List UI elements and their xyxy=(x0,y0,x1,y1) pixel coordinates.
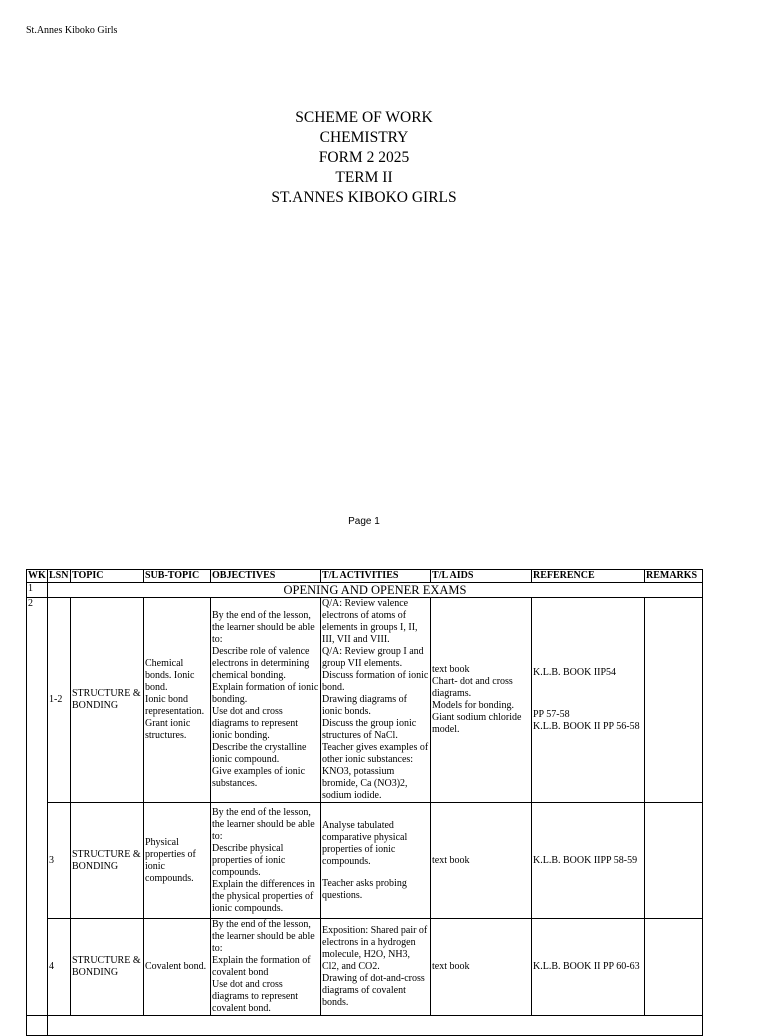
remarks-cell xyxy=(645,803,703,919)
cell-line: Give examples of ionic substances. xyxy=(212,766,306,789)
cell-line: Use dot and cross diagrams to represent covalent bond. xyxy=(212,979,299,1014)
col-header-lsn: LSN xyxy=(48,570,71,583)
col-header-subtopic: SUB-TOPIC xyxy=(144,570,211,583)
title-line: FORM 2 2025 xyxy=(318,149,410,166)
title-line: TERM II xyxy=(335,169,393,186)
activities-cell xyxy=(321,598,431,803)
cell-line: Explain the formation of covalent bond xyxy=(212,955,311,978)
col-header-activities: T/L ACTIVITIES xyxy=(321,570,431,583)
subtopic-cell xyxy=(144,919,211,1016)
empty-cell xyxy=(27,1016,48,1036)
cell-line: K.L.B. BOOK II PP 60-63 xyxy=(533,961,640,972)
subtopic-cell xyxy=(144,803,211,919)
cell-line: Grant ionic structures. xyxy=(145,718,191,741)
col-header-reference: REFERENCE xyxy=(532,570,645,583)
cell-line: By the end of the lesson, the learner should be able to: xyxy=(212,806,315,842)
title-line: ST.ANNES KIBOKO GIRLS xyxy=(271,189,457,206)
cell-line: By the end of the lesson, the learner should be able to: xyxy=(212,919,315,954)
cell-line: Discuss the group ionic structures of NaCl. xyxy=(322,718,417,741)
cell-line: Covalent bond. xyxy=(145,961,207,972)
aids-cell xyxy=(431,803,532,919)
reference-cell xyxy=(532,598,645,803)
table-row xyxy=(27,583,703,598)
table-row xyxy=(27,803,703,919)
col-header-aids: T/L AIDS xyxy=(431,570,532,583)
topic-cell: STRUCTURE & BONDING xyxy=(71,598,144,803)
cell-line: Teacher asks probing questions. xyxy=(322,877,407,901)
cell-line: Models for bonding. xyxy=(432,700,514,711)
cell-line: Explain the differences in the physical properties of ionic compounds. xyxy=(212,878,315,914)
reference-cell xyxy=(532,919,645,1016)
cell-line: Describe the crystalline ionic compound. xyxy=(212,742,307,765)
aids-cell xyxy=(431,919,532,1016)
empty-cell xyxy=(48,1016,703,1036)
cell-line: PP 57-58 xyxy=(533,709,570,720)
cell-line: text book xyxy=(432,961,470,972)
lsn-cell: 4 xyxy=(48,919,71,1016)
subtopic-cell xyxy=(144,598,211,803)
topic-cell: STRUCTURE & BONDING xyxy=(71,919,144,1016)
cell-line: K.L.B. BOOK IIP54 xyxy=(533,667,617,678)
cell-line: Drawing diagrams of ionic bonds. xyxy=(322,694,407,717)
cell-line: Teacher gives examples of other ionic substances: KNO3, potassium bromide, Ca (NO3)2, sodium iodide. xyxy=(322,742,429,801)
col-header-topic: TOPIC xyxy=(71,570,144,583)
cell-line: Analyse tabulated comparative physical properties of ionic compounds. xyxy=(322,819,408,867)
topic-cell: STRUCTURE & BONDING xyxy=(71,803,144,919)
lsn-cell: 1-2 xyxy=(48,598,71,803)
col-header-remarks: REMARKS xyxy=(645,570,703,583)
scheme-table xyxy=(26,569,703,1036)
page-number: Page 1 xyxy=(348,516,380,527)
objectives-cell xyxy=(211,598,321,803)
cell-line: Describe role of valence electrons in determining chemical bonding. xyxy=(212,646,310,681)
cell-line: By the end of the lesson, the learner should be able to: xyxy=(212,610,315,645)
table-row xyxy=(27,1016,703,1036)
header-row xyxy=(27,570,703,583)
wk-cell: 2 xyxy=(27,598,48,1016)
objectives-cell xyxy=(211,919,321,1016)
table-row xyxy=(27,598,703,803)
activities-cell xyxy=(321,803,431,919)
document-title xyxy=(0,108,728,208)
cell-line: Use dot and cross diagrams to represent ionic bonding. xyxy=(212,706,299,741)
cell-line: Describe physical properties of ionic compounds. xyxy=(212,842,286,878)
reference-cell xyxy=(532,803,645,919)
cell-line: K.L.B. BOOK II PP 56-58 xyxy=(533,721,640,732)
col-header-wk: WK xyxy=(28,570,46,581)
cell-line: Drawing of dot-and-cross diagrams of covalent bonds. xyxy=(322,973,425,1008)
cell-line: Q/A: Review group I and group VII elements. xyxy=(322,646,424,669)
activities-cell xyxy=(321,919,431,1016)
lsn-cell: 3 xyxy=(48,803,71,919)
cell-line: Giant sodium chloride model. xyxy=(432,712,522,735)
merged-cell: OPENING AND OPENER EXAMS xyxy=(48,583,703,598)
cell-line: text book xyxy=(432,854,470,866)
title-line: SCHEME OF WORK xyxy=(295,109,433,126)
cell-line: Chart- dot and cross diagrams. xyxy=(432,676,513,699)
cell-line: Chemical bonds. Ionic bond. xyxy=(145,658,195,693)
remarks-cell xyxy=(645,598,703,803)
title-line: CHEMISTRY xyxy=(319,129,409,146)
running-header: St.Annes Kiboko Girls xyxy=(26,25,118,36)
cell-line: Explain formation of ionic bonding. xyxy=(212,682,319,705)
col-header-objectives: OBJECTIVES xyxy=(211,570,321,583)
remarks-cell xyxy=(645,919,703,1016)
cell-line: K.L.B. BOOK IIPP 58-59 xyxy=(533,854,638,866)
cell-line: Discuss formation of ionic bond. xyxy=(322,670,429,693)
cell-line: Q/A: Review valence electrons of atoms of elements in groups I, II, III, VII and VIII. xyxy=(322,598,418,645)
wk-cell: 1 xyxy=(27,583,48,598)
cell-line: Physical properties of ionic compounds. xyxy=(145,836,196,884)
table-row xyxy=(27,919,703,1016)
objectives-cell xyxy=(211,803,321,919)
cell-line: Ionic bond representation. xyxy=(145,694,205,717)
aids-cell xyxy=(431,598,532,803)
cell-line: text book xyxy=(432,664,470,675)
cell-line: Exposition: Shared pair of electrons in a hydrogen molecule, H2O, NH3, Cl2, and CO2. xyxy=(322,925,428,972)
